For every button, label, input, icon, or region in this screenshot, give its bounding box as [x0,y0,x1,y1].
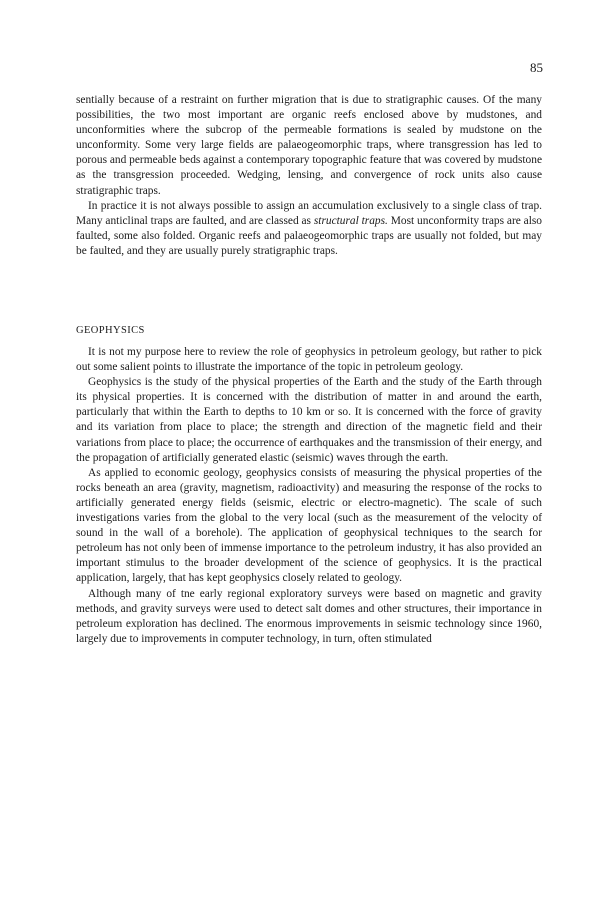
geophysics-section-text [76,345,542,647]
paragraph-traps-causes: sentially because of a restraint on further migration that is due to stratigraphic causes. Of the many possibilities, the two most important are organic reefs enclosed above by mudstones, and unconformities where the subcrop of the permeable formations is sealed by mudstone on the unconformity. Some very large fields are palaeogeomorphic traps, where transgression has led to porous and permeable beds against a contemporary topographic feature that was covered by mudstone as the transgression proceeded. Wedging, lensing, and convergence of rock units also cause stratigraphic traps. [76,94,542,197]
paragraph-regional-surveys: Although many of tne early regional exploratory surveys were based on magnetic and gravity methods, and gravity surveys were used to detect salt domes and other structures, their importance in petroleum exploration has declined. The enormous improvements in seismic technology since 1960, largely due to improvements in computer technology, in turn, often stimulated [76,587,542,645]
trap-classes-text-after: Most unconformity traps are also faulted, some also folded. Organic reefs and palaeogeomorphic traps are usually not folded, but may be faulted, and they are usually purely stratigraphic traps. [76,214,542,257]
section-heading-geophysics: GEOPHYSICS [76,325,145,336]
page-number: 85 [530,60,543,75]
trap-classes-text-before: In practice it is not always possible to assign an accumulation exclusively to a single class of trap. Many anticlinal traps are faulted, and are classed as [76,199,542,227]
structural-traps-term: structural traps. [313,214,388,227]
section-top-text [76,93,542,259]
paragraph-economic-geology: As applied to economic geology, geophysics consists of measuring the physical properties of the rocks beneath an area (gravity, magnetism, radioactivity) and measuring the response of the rocks to artificially generated energy fields (seismic, electric or electro-magnetic). The scale of such investigations varies from the global to the very local (such as the measurement of the velocity of sound in the wall of a borehole). The application of geophysical techniques to the search for petroleum has not only been of immense importance to the petroleum industry, it has also provided an important stimulus to the broader development of the science of geophysics. It is the practical application, largely, that has kept geophysics closely related to geology. [76,466,542,585]
paragraph-definition: Geophysics is the study of the physical properties of the Earth and the study of the Earth through its physical properties. It is concerned with the distribution of matter in and around the earth, particularly that within the Earth to depths to 10 km or so. It is concerned with the force of gravity and its variation from place to place; the strength and direction of the magnetic field and their variations from place to place; the occurrence of earthquakes and the transmission of their energy, and the propagation of artificially generated elastic (seismic) waves through the earth. [76,376,542,464]
paragraph-purpose: It is not my purpose here to review the role of geophysics in petroleum geology, but rather to pick out some salient points to illustrate the importance of the topic in petroleum geology. [76,346,542,374]
paragraph-trap-classes [76,199,542,259]
